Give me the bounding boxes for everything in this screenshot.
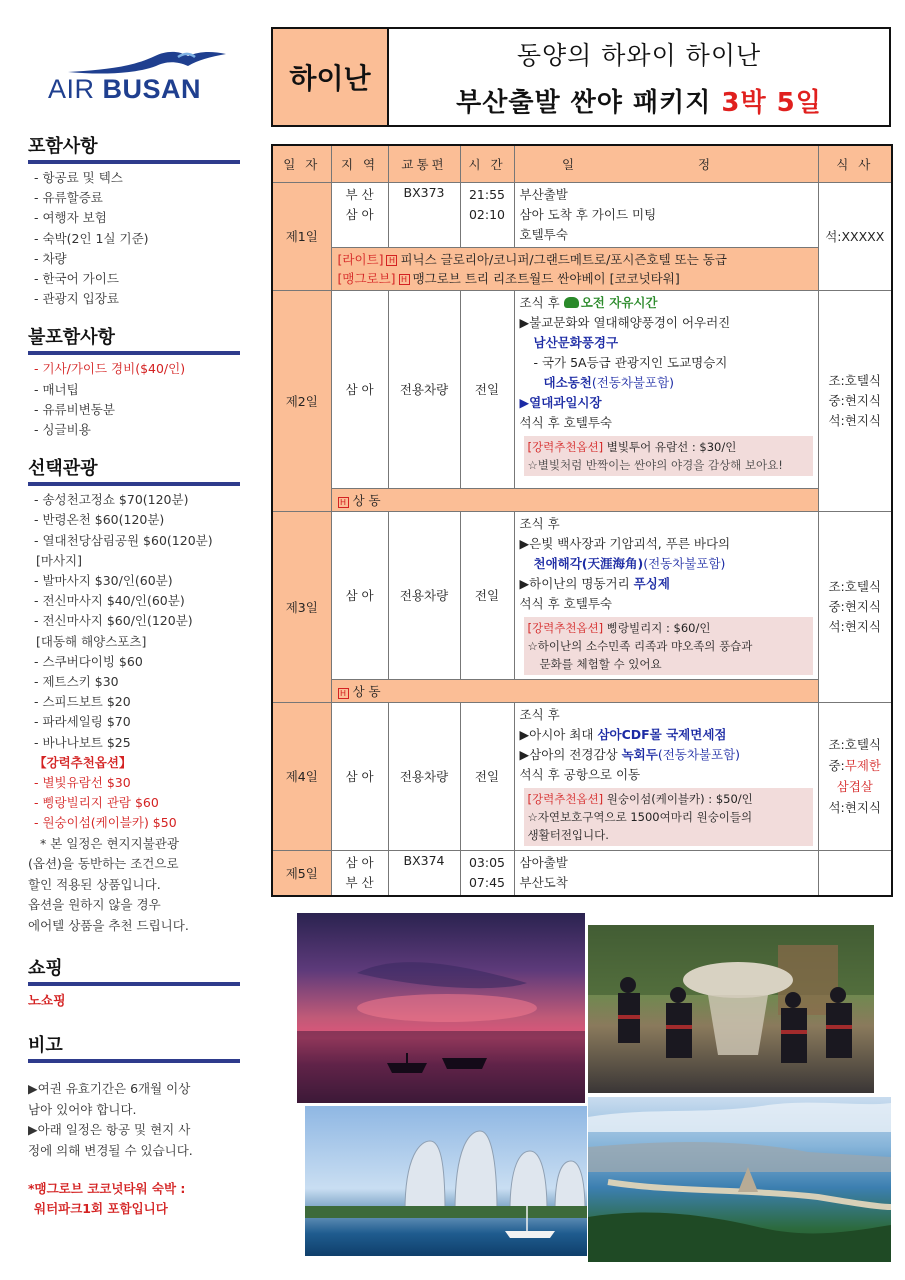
optional-item: - 스피드보트 $20 <box>34 694 131 710</box>
schedule-line <box>520 554 813 574</box>
note-line: 에어텔 상품을 추천 드립니다. <box>28 917 189 933</box>
meal: 조:호텔식 <box>828 578 881 594</box>
option-label: [강력추천옵션] <box>527 439 604 454</box>
excluded-title: 불포함사항 <box>28 323 240 355</box>
remark-line: ▶여권 유효기간은 6개월 이상 <box>28 1081 191 1097</box>
day-label: 제5일 <box>272 850 331 896</box>
option-text: 별빛투어 유람선 : $30/인 <box>603 439 737 454</box>
note-text: (전동차불포함) <box>591 374 675 390</box>
recommended-option-item: - 별빛유람선 $30 <box>34 775 131 791</box>
optional-item: - 반령온천 $60(120분) <box>34 512 165 528</box>
time: 02:10 <box>468 206 506 222</box>
option-description: 생활터전입니다. <box>527 827 609 842</box>
region: 부 산 <box>345 874 374 890</box>
col-header-day: 일 자 <box>272 145 331 182</box>
note-line: (옵션)을 동반하는 조건으로 <box>28 856 179 872</box>
shopping-value: 노쇼핑 <box>28 994 66 1010</box>
optional-item: - 전신마사지 $40/인(60분) <box>34 593 185 609</box>
schedule-line: 호텔투숙 <box>519 226 568 242</box>
attraction-name: 삼아CDF몰 국제면세점 <box>597 726 727 742</box>
time: 전일 <box>460 702 514 850</box>
optional-group-label: [마사지] <box>36 552 82 568</box>
remark-line: 남아 있어야 합니다. <box>28 1101 137 1117</box>
optional-item: - 파라세일링 $70 <box>34 714 131 730</box>
attraction-name: 녹회두 <box>621 746 658 762</box>
hotel-row <box>272 679 892 702</box>
remarks-text <box>28 1079 240 1161</box>
included-item: - 관광지 입장료 <box>34 291 119 307</box>
included-item: - 차량 <box>34 250 67 266</box>
optional-item: - 발마사지 $30/인(60분) <box>34 573 173 589</box>
title-box <box>271 27 891 127</box>
excluded-item: - 매너팁 <box>34 381 79 397</box>
schedule-line: 석식 후 공항으로 이동 <box>519 766 641 782</box>
hotel-cell <box>331 679 818 702</box>
option-text: 삥랑빌리지 : $60/인 <box>603 620 711 635</box>
hotel-name: 상 동 <box>352 683 381 699</box>
schedule-line <box>520 293 813 313</box>
optional-item: - 제트스키 $30 <box>34 674 119 690</box>
excluded-item: - 유류비변동분 <box>34 401 115 417</box>
hotel-tag: [맹그로브] <box>337 270 396 286</box>
meal: 조:호텔식 <box>828 372 881 388</box>
excluded-item: - 싱글비용 <box>34 422 91 438</box>
meal-cell <box>818 702 892 850</box>
option-text: 원숭이섬(케이블카) : $50/인 <box>603 791 753 806</box>
region: 삼 아 <box>331 702 388 850</box>
hotel-row <box>272 247 892 290</box>
remarks-title: 비고 <box>28 1031 240 1063</box>
option-label: [강력추천옵션] <box>527 791 604 806</box>
day-label: 제1일 <box>272 182 331 290</box>
hotel-name: 피닉스 글로리아/코니퍼/그랜드메트로/포시즌호텔 또는 동급 <box>400 251 727 267</box>
time: 전일 <box>460 511 514 679</box>
schedule-line <box>520 373 813 393</box>
region: 삼 아 <box>345 206 374 222</box>
excluded-item: - 기사/가이드 경비($40/인) <box>34 361 186 377</box>
excluded-section <box>28 323 240 440</box>
schedule-cell <box>514 702 818 850</box>
package-title <box>389 29 889 125</box>
included-item: - 유류할증료 <box>34 190 103 206</box>
logo-text: AIR BUSAN <box>48 74 202 104</box>
highlight-text: 삼겹살 <box>836 779 873 794</box>
region: 삼 아 <box>345 854 374 870</box>
highlight-text: 오전 자유시간 <box>580 294 658 310</box>
col-header-transport: 교통편 <box>388 145 460 182</box>
option-description: ☆자연보호구역으로 1500여마리 원숭이들의 <box>527 809 753 824</box>
region: 삼 아 <box>331 511 388 679</box>
schedule-line: 석식 후 호텔투숙 <box>519 414 612 430</box>
col-header-time: 시 간 <box>460 145 514 182</box>
day-label: 제3일 <box>272 511 331 702</box>
sidebar <box>28 132 240 1233</box>
highlight-text: 무제한 <box>844 758 882 773</box>
schedule-cell <box>514 850 818 896</box>
hotel-name: 상 동 <box>352 492 381 508</box>
table-row <box>272 702 892 850</box>
schedule-line <box>520 745 813 765</box>
meal-cell <box>818 290 892 511</box>
option-description: ☆하이난의 소수민족 리족과 먀오족의 풍습과 <box>527 638 753 653</box>
remark-line: 정에 의해 변경될 수 있습니다. <box>28 1142 193 1158</box>
note-line: 할인 적용된 상품입니다. <box>28 876 161 892</box>
option-description: ☆별빛처럼 반짝이는 싼야의 야경을 감상해 보아요! <box>527 457 783 472</box>
option-label: [강력추천옵션] <box>527 620 604 635</box>
hotel-tag: [라이트] <box>337 251 384 267</box>
table-row <box>272 290 892 488</box>
meal: 석:현지식 <box>828 412 881 428</box>
package-duration: 3박 5일 <box>721 87 822 118</box>
hotel-icon: H <box>338 688 349 699</box>
hotel-line-mangrove <box>338 269 812 288</box>
included-item: - 숙박(2인 1실 기준) <box>34 230 149 246</box>
destination-label: 하이난 <box>273 29 389 125</box>
included-item: - 항공료 및 텍스 <box>34 170 123 185</box>
meal: 중:현지식 <box>828 392 881 408</box>
recommended-option-label: 【강력추천옵션】 <box>34 754 132 770</box>
table-header-row <box>272 145 892 182</box>
transport: 전용차량 <box>388 511 460 679</box>
optional-item: - 바나나보트 $25 <box>34 734 131 750</box>
optional-item: - 스쿠버다이빙 $60 <box>34 653 143 669</box>
title-line1: 동양의 하와이 하이난 <box>516 40 762 70</box>
time: 07:45 <box>468 874 506 890</box>
schedule-line: 부산도착 <box>519 874 568 890</box>
remarks-red-note <box>28 1179 240 1219</box>
recommended-option-box <box>524 617 813 675</box>
time-cell <box>460 182 514 247</box>
schedule-line: ▶은빛 백사장과 기암괴석, 푸른 바다의 <box>519 535 731 551</box>
time: 21:55 <box>468 186 506 202</box>
schedule-line: ▶불교문화와 열대해양풍경이 어우러진 <box>519 314 731 330</box>
text: 중: <box>828 758 845 773</box>
col-header-region: 지 역 <box>331 145 388 182</box>
meal-cell: 석:XXXXX <box>818 182 892 290</box>
sanya-bay-aerial-photo <box>588 1097 891 1262</box>
optional-tour-title: 선택관광 <box>28 454 240 486</box>
table-row <box>272 511 892 679</box>
schedule-cell <box>514 290 818 488</box>
transport: 전용차량 <box>388 702 460 850</box>
included-item: - 여행자 보험 <box>34 210 107 226</box>
schedule-line: 삼아출발 <box>519 854 568 870</box>
note-line: * 본 일정은 현지지불관광 <box>40 835 179 851</box>
cloud-icon <box>564 297 579 308</box>
region-cell <box>331 850 388 896</box>
included-item: - 한국어 가이드 <box>34 271 119 287</box>
li-minority-dance-photo <box>588 925 874 1093</box>
schedule-cell <box>514 182 818 247</box>
package-name: 부산출발 싼야 패키지 <box>456 87 712 118</box>
transport: 전용차량 <box>388 290 460 488</box>
day-label: 제4일 <box>272 702 331 850</box>
phoenix-island-towers-photo <box>305 1106 587 1256</box>
col-header-schedule: 일 정 <box>514 145 818 182</box>
text: ▶삼아의 전경감상 <box>519 746 622 762</box>
day-label: 제2일 <box>272 290 331 511</box>
attraction-name: 남산문화풍경구 <box>533 334 619 350</box>
option-description: 문화를 체험할 수 있어요 <box>539 656 662 671</box>
optional-group-label: [대동해 해양스포츠] <box>36 633 147 649</box>
text: ▶아시아 최대 <box>519 726 598 742</box>
table-row <box>272 182 892 247</box>
time: 전일 <box>460 290 514 488</box>
attraction-name: 대소동천 <box>543 374 592 390</box>
table-row <box>272 850 892 896</box>
meal: 석:현지식 <box>828 800 881 815</box>
hotel-icon: H <box>338 497 349 508</box>
time-cell <box>460 850 514 896</box>
included-title: 포함사항 <box>28 132 240 164</box>
schedule-line: 석식 후 호텔투숙 <box>519 595 612 611</box>
remark-red-line: 워터파크1회 포함입니다 <box>34 1201 168 1217</box>
remark-red-line: *맹그로브 코코넛타워 숙박 : <box>28 1181 186 1197</box>
flight-number: BX373 <box>388 182 460 247</box>
schedule-line <box>520 725 813 745</box>
optional-item: - 전신마사지 $60/인(120분) <box>34 613 193 629</box>
meal <box>819 755 892 776</box>
meal: 조:호텔식 <box>828 737 881 752</box>
title-line2 <box>456 82 822 119</box>
hotel-cell <box>331 247 818 290</box>
schedule-line <box>520 574 813 594</box>
hotel-icon: H <box>399 274 410 285</box>
remark-line: ▶아래 일정은 항공 및 현지 사 <box>28 1122 191 1138</box>
shopping-title: 쇼핑 <box>28 954 240 986</box>
time: 03:05 <box>468 854 506 870</box>
recommended-option-box <box>524 788 813 846</box>
sunset-sea-photo <box>297 913 585 1103</box>
region: 삼 아 <box>331 290 388 488</box>
optional-note <box>28 834 240 937</box>
shopping-section <box>28 954 240 1009</box>
schedule-line: 조식 후 <box>519 515 560 531</box>
note-text: (전동차불포함) <box>643 555 726 571</box>
included-section <box>28 132 240 309</box>
schedule-line: - 국가 5A등급 관광지인 도교명승지 <box>533 354 728 370</box>
optional-item: - 송성천고정쇼 $70(120분) <box>34 492 189 508</box>
meal: 석:현지식 <box>828 618 881 634</box>
flight-number: BX374 <box>388 850 460 896</box>
region: 부 산 <box>345 186 374 202</box>
itinerary-table <box>271 144 893 897</box>
note-line: 옵션을 원하지 않을 경우 <box>28 897 161 913</box>
attraction-name: 푸싱제 <box>633 575 670 591</box>
optional-item: - 열대천당삼림공원 $60(120분) <box>34 532 213 548</box>
hotel-row <box>272 488 892 511</box>
optional-tour-section <box>28 454 240 936</box>
region-cell <box>331 182 388 247</box>
meal-cell <box>818 850 892 896</box>
hotel-cell <box>331 488 818 511</box>
schedule-line: 부산출발 <box>519 186 568 202</box>
col-header-meal: 식 사 <box>818 145 892 182</box>
remarks-section <box>28 1031 240 1219</box>
recommended-option-box <box>524 436 813 476</box>
attraction-name: ▶열대과일시장 <box>519 394 602 410</box>
recommended-option-item: - 원숭이섬(케이블카) $50 <box>34 815 177 831</box>
note-text: (전동차불포함) <box>657 746 741 762</box>
attraction-name: 천애해각(天涯海角) <box>533 555 644 571</box>
hotel-icon: H <box>386 255 397 266</box>
text: ▶하이난의 명동거리 <box>519 575 634 591</box>
schedule-line: 삼아 도착 후 가이드 미팅 <box>519 206 657 222</box>
meal: 중:현지식 <box>828 598 881 614</box>
hotel-line-lite <box>338 250 812 269</box>
schedule-cell <box>514 511 818 679</box>
hotel-name: 맹그로브 트리 리조트월드 싼야베이 [코코넛타워] <box>412 270 680 286</box>
meal-cell <box>818 511 892 702</box>
schedule-line: 조식 후 <box>519 706 560 722</box>
recommended-option-item: - 삥랑빌리지 관람 $60 <box>34 795 159 811</box>
air-busan-logo <box>40 48 230 118</box>
text: 조식 후 <box>519 294 564 310</box>
